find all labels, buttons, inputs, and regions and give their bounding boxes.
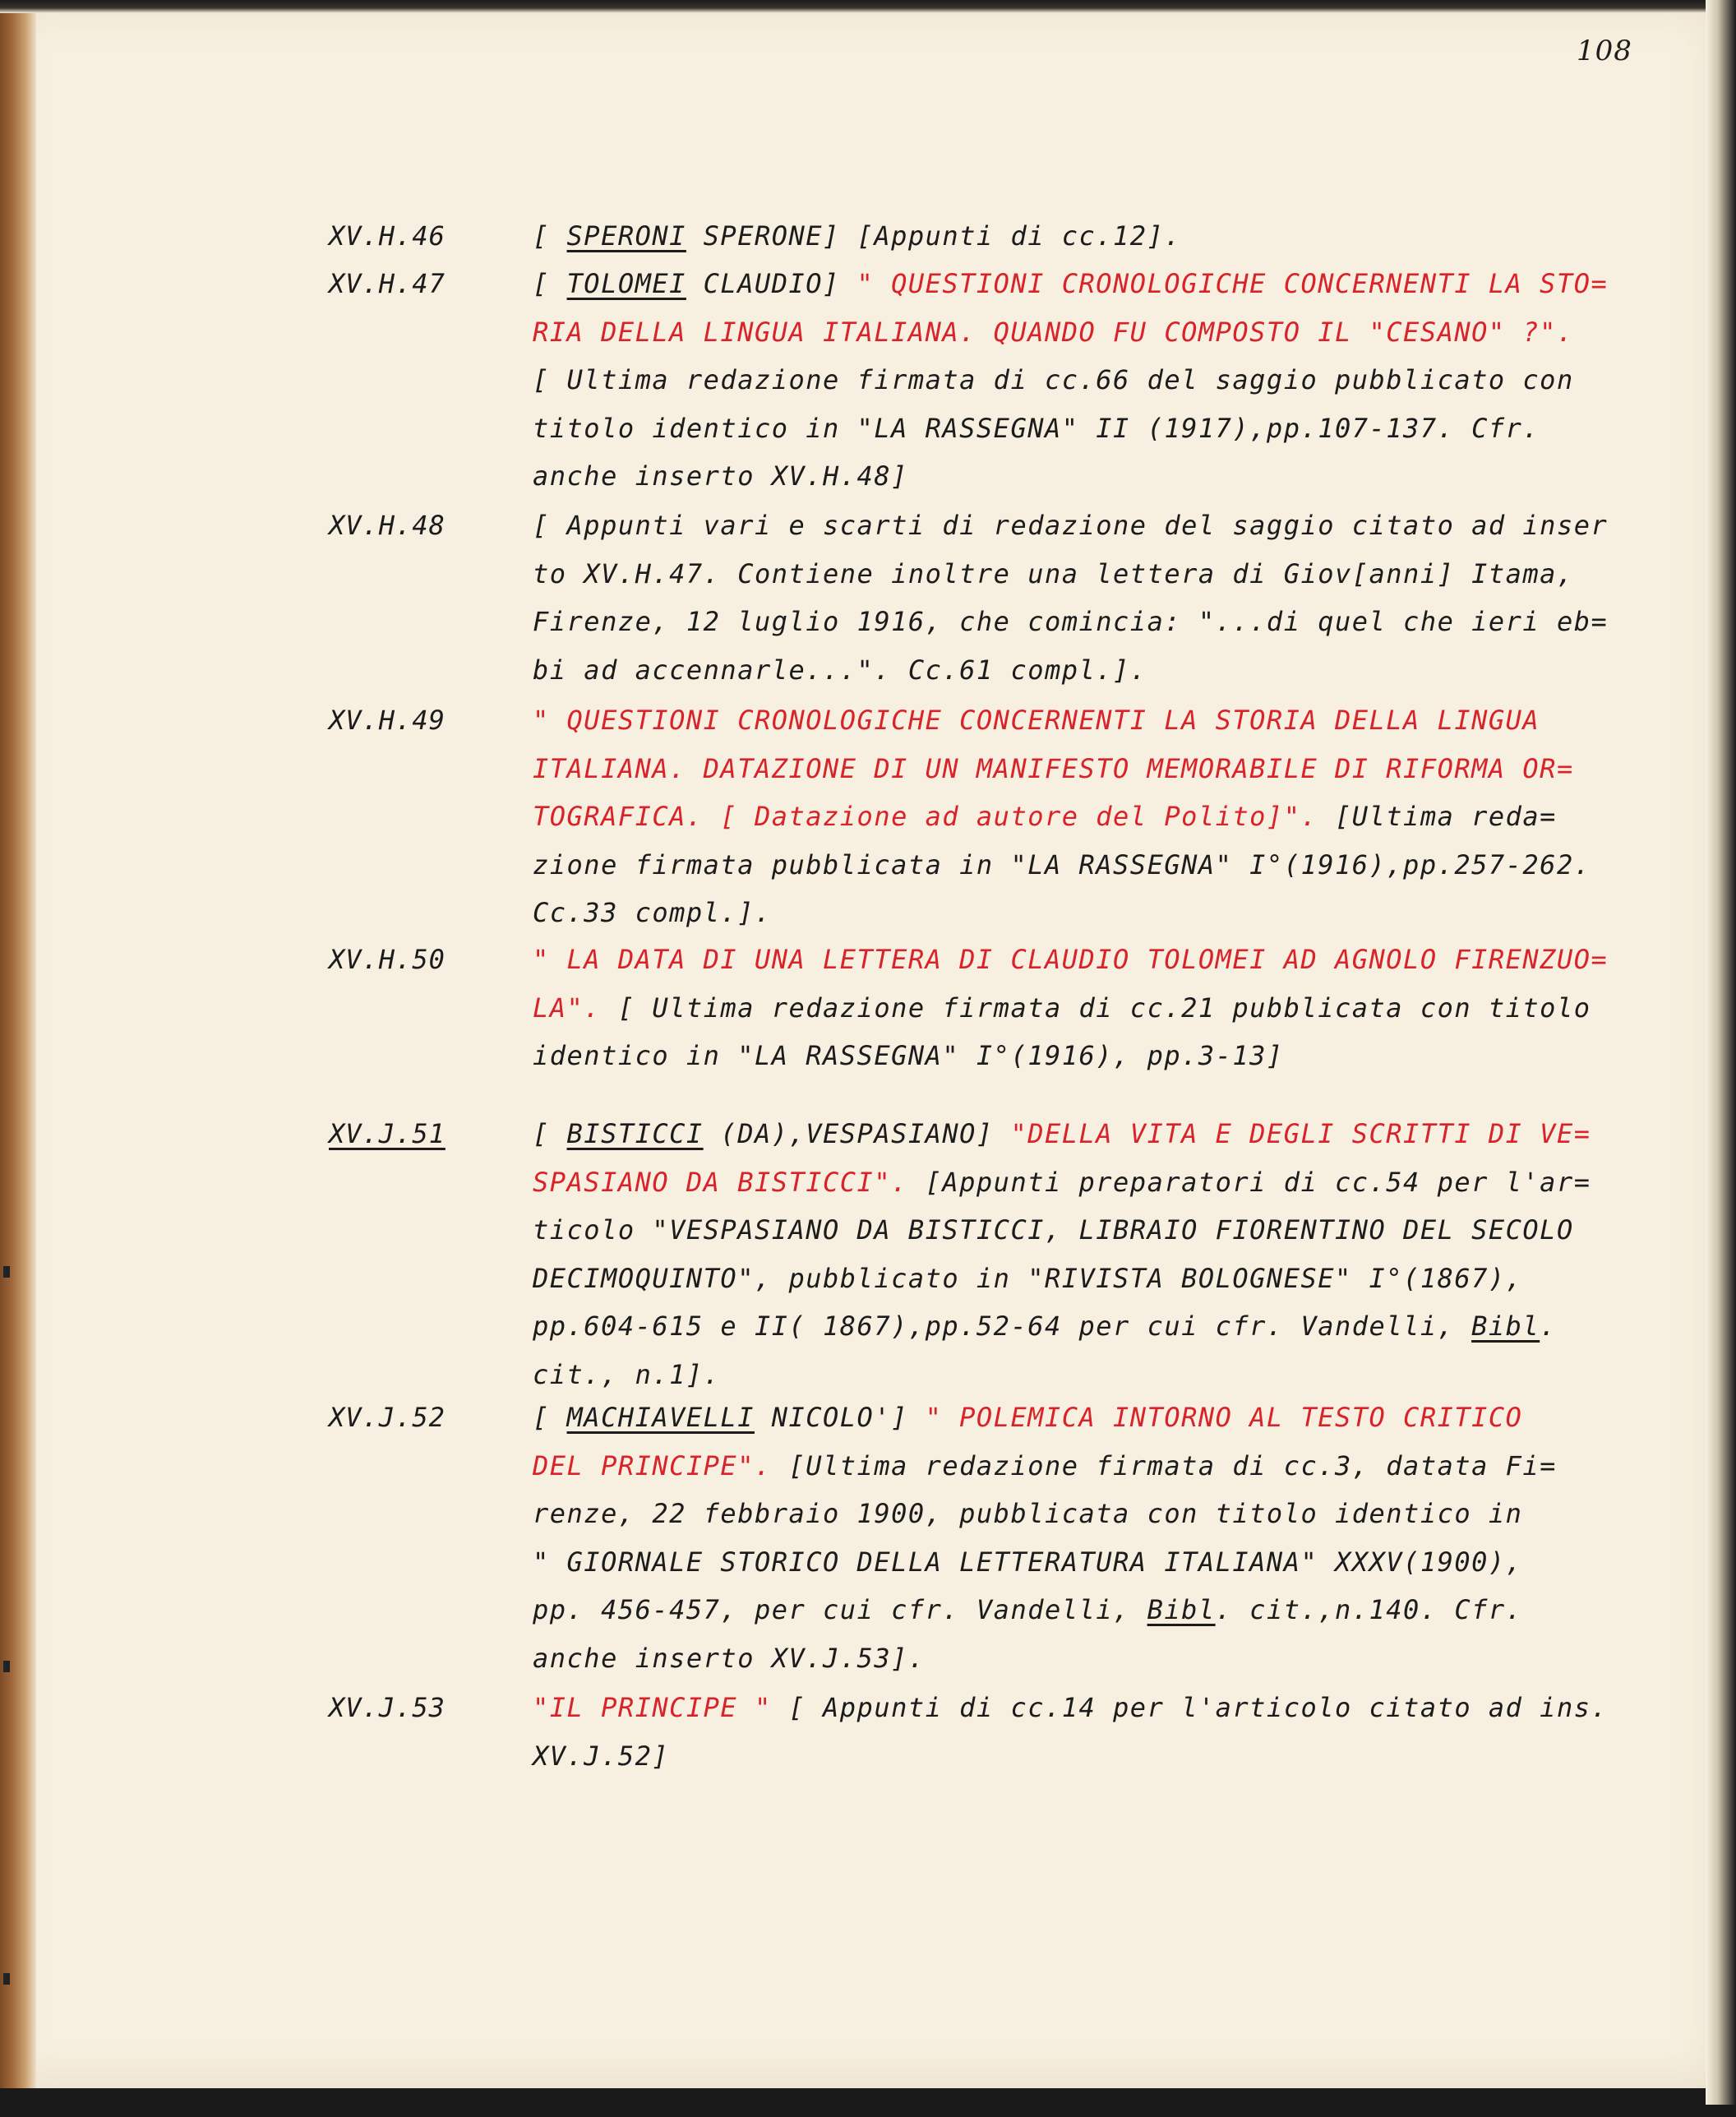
note-text: zione firmata pubblicata in "LA RASSEGNA" I°(1916),pp.257-262.	[533, 848, 1591, 881]
text-line	[533, 654, 1609, 703]
note-text: [ Appunti di cc.14 per l'articolo citato ad ins.	[788, 1692, 1609, 1723]
text-line	[533, 606, 1609, 654]
text-line	[533, 992, 1609, 1041]
entry-description	[533, 944, 1609, 1089]
note-text: [Appunti preparatori di cc.54 per l'ar=	[925, 1166, 1591, 1198]
note-text: bi ad accennarle...". Cc.61 compl.].	[533, 654, 1147, 686]
text-line	[533, 413, 1609, 461]
note-text: [	[533, 1402, 567, 1433]
note-text: " GIORNALE STORICO DELLA LETTERATURA ITALIANA" XXXV(1900),	[533, 1546, 1523, 1578]
note-text: SPERONI	[566, 220, 686, 252]
note-text: .	[1540, 1310, 1557, 1342]
entry-description	[533, 220, 1609, 269]
binding-mark	[3, 1266, 10, 1278]
entry-description	[533, 510, 1609, 702]
note-text: (DA),VESPASIANO]	[703, 1118, 1011, 1149]
title-text: "DELLA VITA E DEGLI SCRITTI DI VE=	[1010, 1118, 1591, 1149]
text-line	[533, 1740, 1609, 1789]
text-line	[533, 1402, 1609, 1450]
text-line	[533, 1359, 1609, 1407]
note-text: Cc.33 compl.].	[533, 897, 772, 928]
text-line	[533, 1040, 1609, 1089]
shelfmark: XV.H.47	[329, 268, 446, 299]
note-text: . cit.,n.140. Cfr.	[1215, 1594, 1523, 1625]
text-line	[533, 268, 1609, 317]
note-text: [ Ultima redazione firmata di cc.66 del saggio pubblicato con	[533, 364, 1574, 395]
note-text: MACHIAVELLI	[566, 1402, 755, 1433]
note-text: anche inserto XV.J.53].	[533, 1642, 926, 1674]
entry-description	[533, 268, 1609, 509]
title-text: TOGRAFICA. [ Datazione ad autore del Polito]".	[533, 801, 1335, 832]
text-line	[533, 364, 1609, 413]
shelfmark: XV.H.46	[329, 220, 446, 252]
text-line	[533, 1643, 1609, 1691]
text-line	[533, 1546, 1609, 1595]
text-line	[533, 801, 1609, 849]
note-text: [ Ultima redazione firmata di cc.21 pubblicata con titolo	[617, 991, 1591, 1024]
note-text: Bibl	[1471, 1310, 1540, 1342]
top-edge	[0, 0, 1722, 13]
title-text: RIA DELLA LINGUA ITALIANA. QUANDO FU COMPOSTO IL "CESANO" ?".	[533, 316, 1574, 348]
note-text: XV.J.52]	[533, 1740, 670, 1772]
entry-description	[533, 705, 1609, 945]
note-text: renze, 22 febbraio 1900, pubblicata con titolo identico in	[533, 1498, 1523, 1529]
text-line	[533, 705, 1609, 753]
title-text: SPASIANO DA BISTICCI".	[533, 1166, 926, 1198]
title-text: " QUESTIONI CRONOLOGICHE CONCERNENTI LA STORIA DELLA LINGUA	[533, 705, 1540, 736]
note-text: [ Appunti vari e scarti di redazione del saggio citato ad inser	[533, 510, 1609, 541]
title-text: " LA DATA DI UNA LETTERA DI CLAUDIO TOLOMEI AD AGNOLO FIRENZUO=	[533, 944, 1609, 975]
text-line	[533, 1167, 1609, 1215]
note-text: TOLOMEI	[566, 268, 686, 299]
shelfmark: XV.J.51	[329, 1118, 446, 1149]
text-line	[533, 944, 1609, 992]
right-edge	[1706, 0, 1736, 2105]
text-line	[533, 510, 1609, 558]
note-text: NICOLO']	[754, 1402, 926, 1433]
note-text: [	[533, 1118, 567, 1149]
entry-description	[533, 1692, 1609, 1788]
shelfmark: XV.J.53	[329, 1692, 446, 1723]
page-number: 108	[1577, 35, 1632, 67]
note-text: identico in "LA RASSEGNA" I°(1916), pp.3-13]	[533, 1040, 1284, 1071]
text-line	[533, 753, 1609, 802]
title-text: ITALIANA. DATAZIONE DI UN MANIFESTO MEMORABILE DI RIFORMA OR=	[533, 752, 1574, 784]
note-text: cit., n.1].	[533, 1358, 721, 1390]
note-text: titolo identico in "LA RASSEGNA" II (1917),pp.107-137. Cfr.	[533, 412, 1540, 444]
shelfmark: XV.H.49	[329, 705, 446, 736]
note-text: ticolo "VESPASIANO DA BISTICCI, LIBRAIO FIORENTINO DEL SECOLO	[533, 1214, 1574, 1246]
text-line	[533, 1310, 1609, 1359]
note-text: [Ultima redazione firmata di cc.3, datata Fi=	[788, 1449, 1557, 1481]
note-text: to XV.H.47. Contiene inoltre una lettera di Giov[anni] Itama,	[533, 557, 1574, 589]
note-text: Bibl	[1147, 1594, 1216, 1625]
text-line	[533, 460, 1609, 509]
shelfmark: XV.H.48	[329, 510, 446, 541]
note-text: DECIMOQUINTO", pubblicato in "RIVISTA BOLOGNESE" I°(1867),	[533, 1262, 1523, 1294]
note-text: BISTICCI	[566, 1118, 704, 1149]
text-line	[533, 317, 1609, 365]
shelfmark: XV.H.50	[329, 944, 446, 975]
note-text: CLAUDIO]	[686, 268, 857, 299]
entry-description	[533, 1118, 1609, 1407]
binding-mark	[3, 1661, 10, 1672]
text-line	[533, 897, 1609, 945]
note-text: pp.604-615 e II( 1867),pp.52-64 per cui cfr. Vandelli,	[533, 1310, 1472, 1342]
title-text: " POLEMICA INTORNO AL TESTO CRITICO	[925, 1402, 1523, 1433]
text-line	[533, 1214, 1609, 1263]
shelfmark: XV.J.52	[329, 1402, 446, 1433]
note-text: pp. 456-457, per cui cfr. Vandelli,	[533, 1594, 1147, 1625]
text-line	[533, 1118, 1609, 1167]
entry-description	[533, 1402, 1609, 1690]
title-text: LA".	[533, 991, 618, 1024]
title-text: DEL PRINCIPE".	[533, 1449, 789, 1481]
note-text: [	[533, 220, 567, 252]
text-line	[533, 1692, 1609, 1740]
text-line	[533, 220, 1609, 269]
binding-edge	[0, 0, 36, 2088]
title-text: "IL PRINCIPE "	[533, 1692, 789, 1723]
text-line	[533, 558, 1609, 607]
note-text: [	[533, 268, 567, 299]
text-line	[533, 1263, 1609, 1311]
note-text: anche inserto XV.H.48]	[533, 460, 908, 492]
note-text: [Ultima reda=	[1334, 801, 1557, 832]
text-line	[533, 1594, 1609, 1643]
note-text: Firenze, 12 luglio 1916, che comincia: "...di quel che ieri eb=	[533, 606, 1609, 637]
note-text: SPERONE] [Appunti di cc.12].	[686, 220, 1182, 252]
text-line	[533, 849, 1609, 898]
title-text: " QUESTIONI CRONOLOGICHE CONCERNENTI LA STO=	[856, 268, 1609, 299]
binding-mark	[3, 1973, 10, 1985]
text-line	[533, 1450, 1609, 1499]
text-line	[533, 1498, 1609, 1546]
